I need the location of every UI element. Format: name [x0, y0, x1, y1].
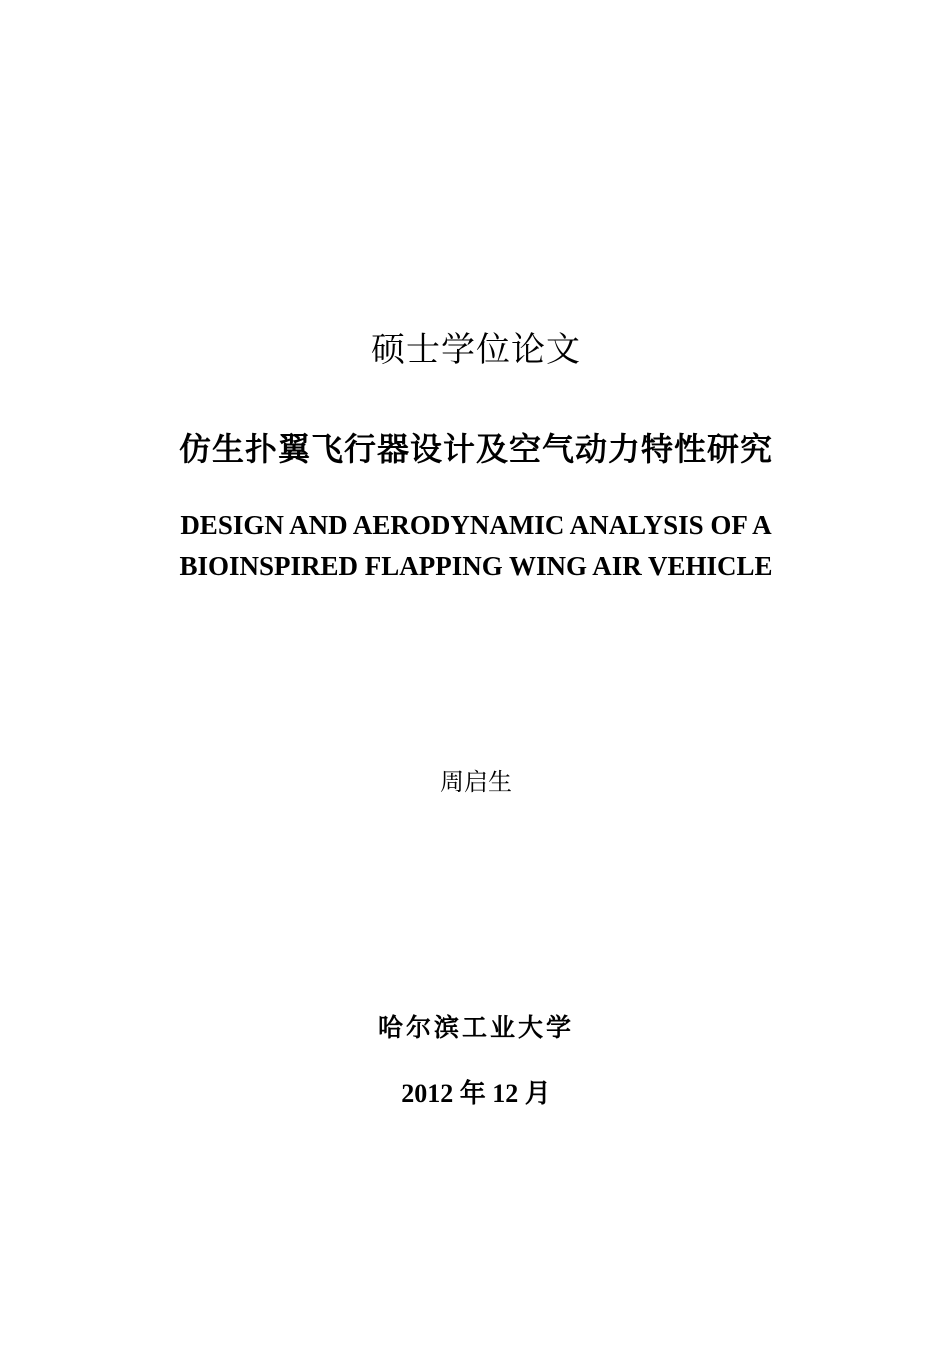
submission-date: 2012 年 12 月	[401, 1079, 551, 1108]
university-name: 哈尔滨工业大学	[377, 1013, 574, 1042]
degree-type: 硕士学位论文	[371, 330, 581, 370]
thesis-title-english-line-2: BIOINSPIRED FLAPPING WING AIR VEHICLE	[179, 551, 773, 581]
thesis-title-english-line-1: DESIGN AND AERODYNAMIC ANALYSIS OF A	[180, 510, 772, 540]
thesis-title-chinese: 仿生扑翼飞行器设计及空气动力特性研究	[178, 430, 773, 468]
author-name: 周启生	[440, 768, 512, 796]
